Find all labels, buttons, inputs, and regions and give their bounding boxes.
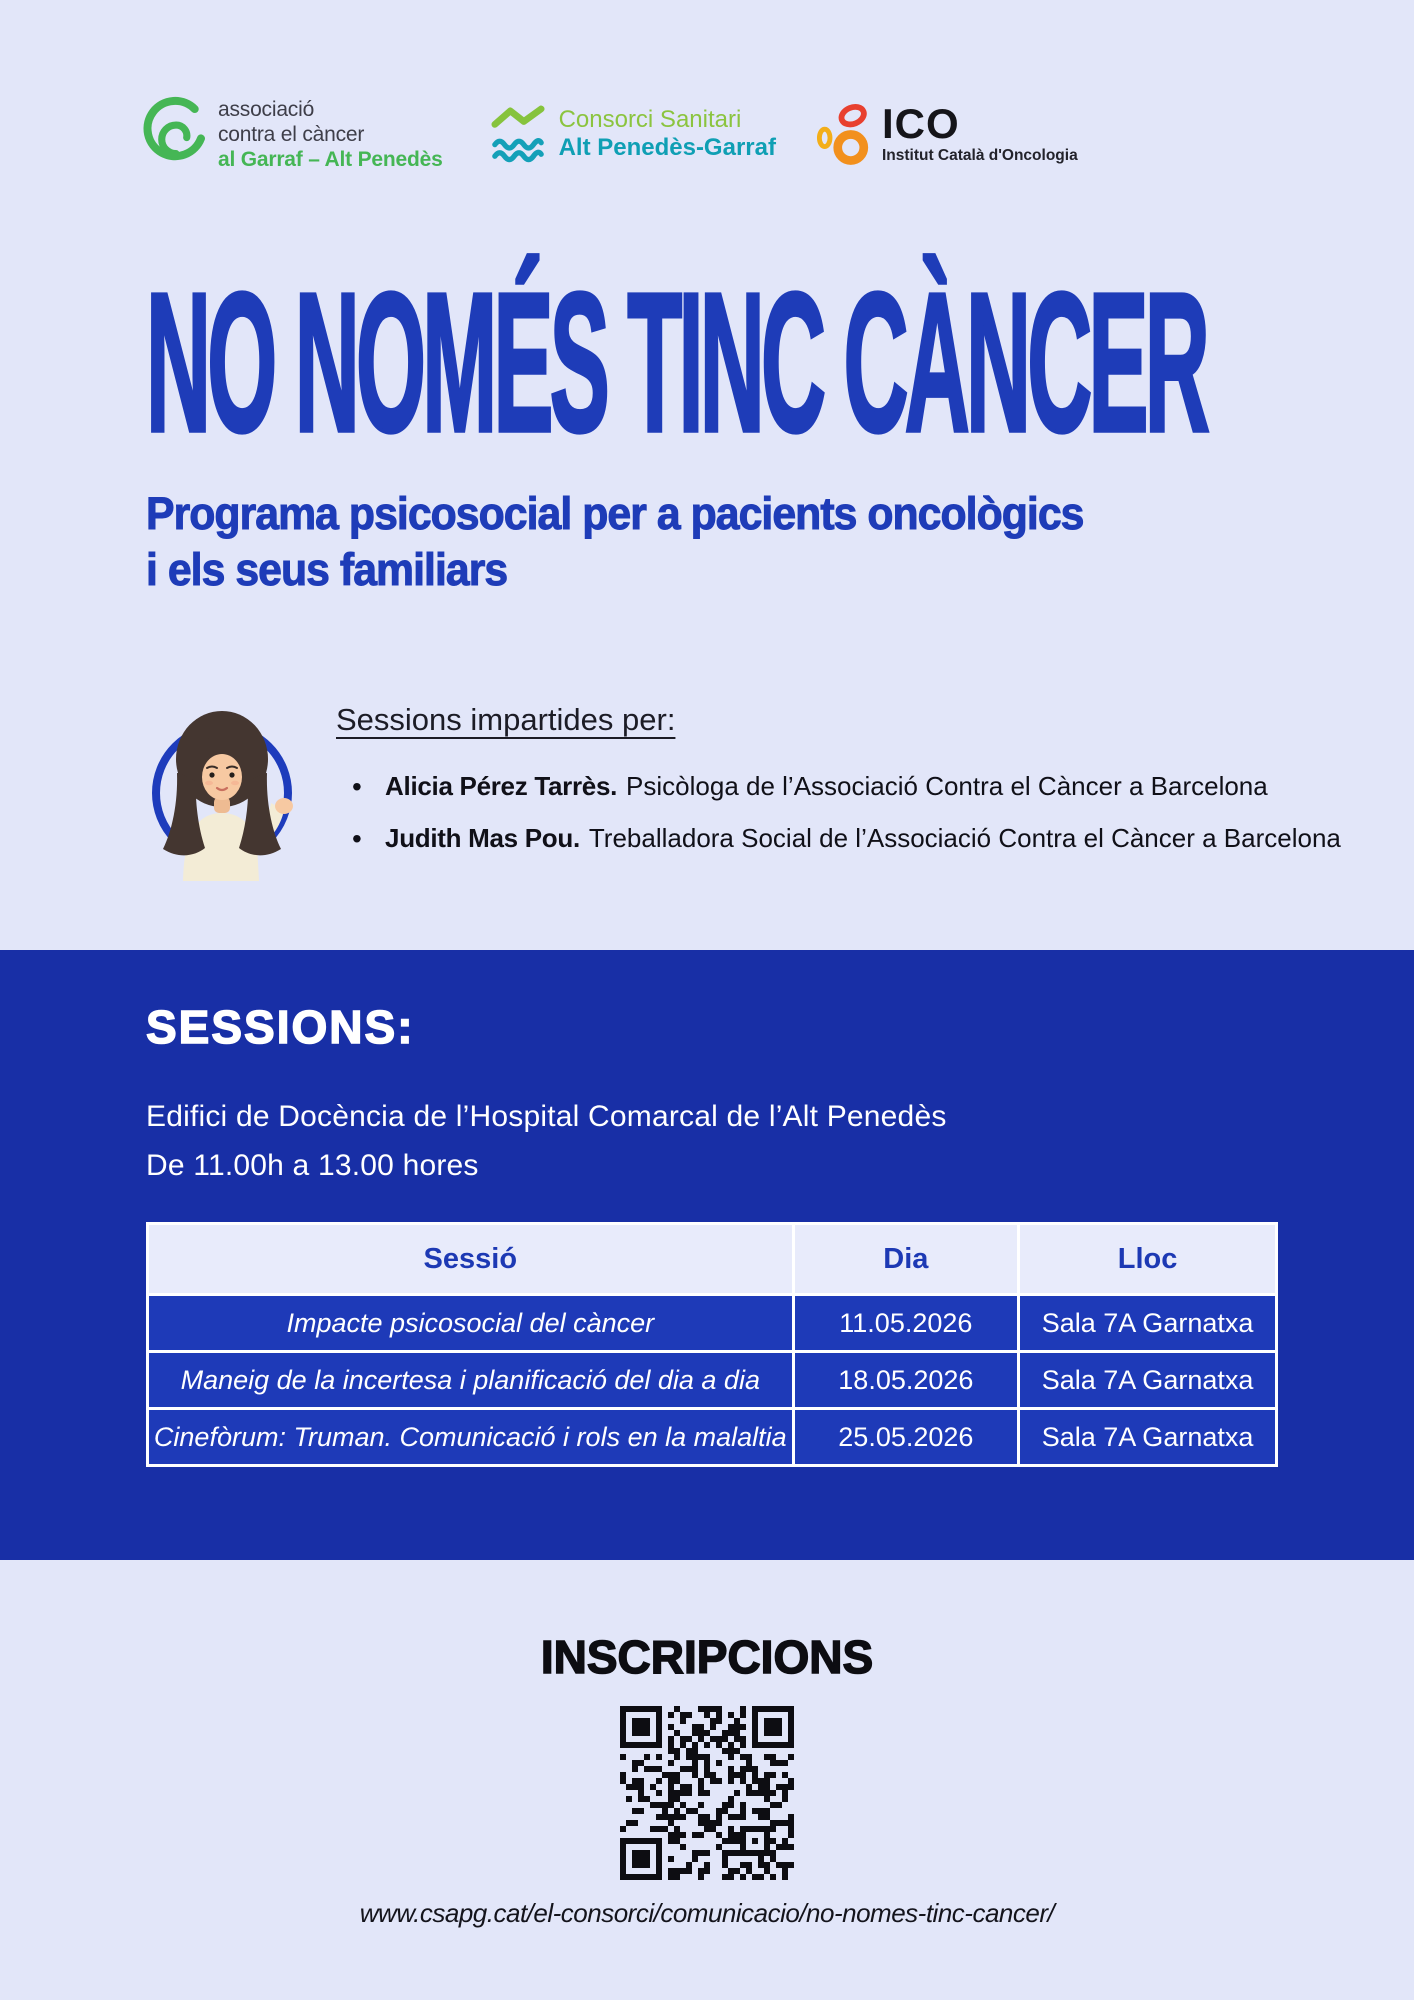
session-room-cell: Sala 7A Garnatxa [1019,1295,1277,1352]
time-line: De 11.00h a 13.00 hores [146,1149,479,1182]
sessions-section [0,950,1414,1560]
speakers-list [352,770,1341,874]
ico-logo-subtitle: Institut Català d'Oncologia [881,146,1078,164]
speaker-name: Alicia Pérez Tarrès. [385,771,618,801]
page-title-text: NO NOMÉS TINC CÀNCER [146,252,1207,474]
registration-url[interactable]: www.csapg.cat/el-consorci/comunicacio/no-nomes-tinc-cancer/ [359,1898,1055,1928]
session-date-cell: 25.05.2026 [793,1409,1019,1466]
table-header-row [148,1224,1277,1295]
session-title-cell: Cinefòrum: Truman. Comunicació i rols en la malaltia [148,1409,794,1466]
session-room-cell: Sala 7A Garnatxa [1019,1409,1277,1466]
presenters-heading: Sessions impartides per: [336,702,676,737]
sessions-heading: SESSIONS: [146,1001,415,1053]
assoc-logo-line3: al Garraf – Alt Penedès [218,147,443,171]
column-header-sessio: Sessió [148,1224,794,1295]
logo-associacio-contra-el-cancer [143,92,443,176]
ico-rings-icon [816,102,872,166]
presenter-avatar [143,697,301,881]
session-date-cell: 11.05.2026 [793,1295,1019,1352]
session-date-cell: 18.05.2026 [793,1352,1019,1409]
subtitle-line2: i els seus familiars [146,544,508,595]
column-header-dia: Dia [793,1224,1019,1295]
logo-ico [816,99,1078,166]
mountain-waves-icon [491,104,545,164]
sessions-table [146,1222,1278,1467]
assoc-swirl-icon [143,92,209,176]
logo-consorci-sanitari [491,104,776,164]
speaker-name: Judith Mas Pou. [385,823,580,853]
inscriptions-heading: INSCRIPCIONS [540,1631,874,1683]
list-item-speaker-2 [352,822,1341,854]
session-room-cell: Sala 7A Garnatxa [1019,1352,1277,1409]
venue-line: Edifici de Docència de l’Hospital Comarcal de l’Alt Penedès [146,1100,947,1133]
qr-code [620,1706,794,1880]
table-row [148,1295,1277,1352]
logo-bar [143,92,1078,176]
speaker-role: Treballadora Social de l’Associació Contra el Càncer a Barcelona [588,823,1341,853]
consorci-logo-line2: Alt Penedès-Garraf [558,134,776,161]
speaker-role: Psicòloga de l’Associació Contra el Càncer a Barcelona [626,771,1268,801]
consorci-logo-line1: Consorci Sanitari [558,106,742,133]
ico-logo-acronym: ICO [881,99,960,147]
page-title [146,252,1356,474]
subtitle-line1: Programa psicosocial per a pacients oncològics [146,488,1084,539]
assoc-logo-line1: associació [218,97,315,121]
column-header-lloc: Lloc [1019,1224,1277,1295]
assoc-logo-line2: contra el càncer [218,122,365,146]
table-row [148,1352,1277,1409]
subtitle [146,486,1084,598]
list-item-speaker-1 [352,770,1341,802]
table-row [148,1409,1277,1466]
session-title-cell: Impacte psicosocial del càncer [148,1295,794,1352]
session-title-cell: Maneig de la incertesa i planificació del dia a dia [148,1352,794,1409]
